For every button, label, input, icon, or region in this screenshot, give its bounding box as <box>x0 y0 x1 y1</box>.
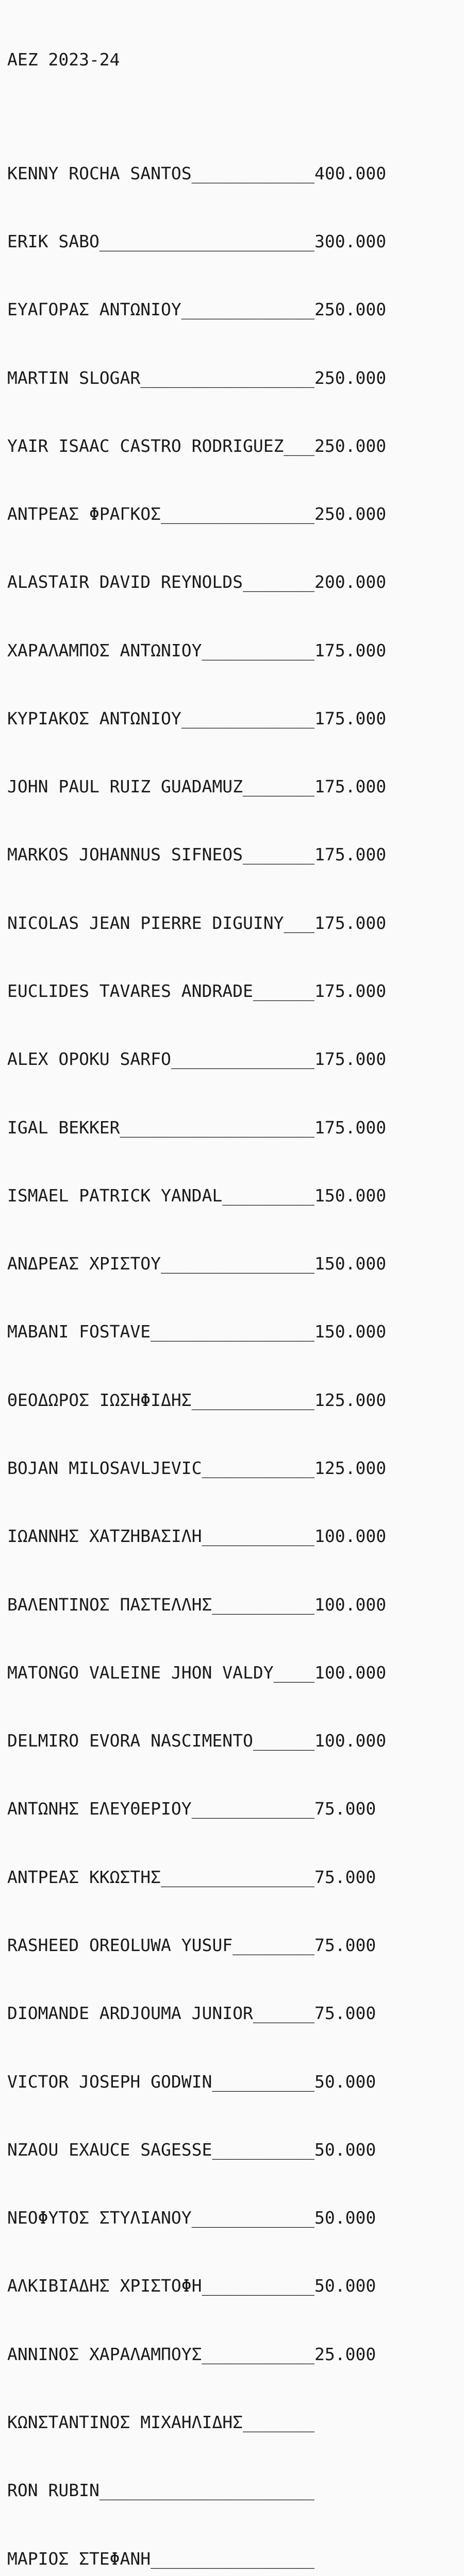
list-item: MARTIN SLOGAR_________________250.000 <box>7 367 387 388</box>
list-item: MATONGO VALEINE JHON VALDY____100.000 <box>7 1662 387 1683</box>
list-item: VICTOR JOSEPH GODWIN__________50.000 <box>7 2071 376 2092</box>
list-item: NZAOU EXAUCE SAGESSE__________50.000 <box>7 2139 376 2160</box>
list-item: ΑΛΚΙΒΙΑΔΗΣ ΧΡΙΣΤΟΦΗ___________50.000 <box>7 2276 376 2296</box>
list-item: MABANI FOSTAVE________________150.000 <box>7 1321 387 1342</box>
list-item: ALASTAIR DAVID REYNOLDS_______200.000 <box>7 572 387 592</box>
document-title: ΑΕΖ 2023-24 <box>7 49 120 70</box>
list-item: ΑΝΝΙΝΟΣ ΧΑΡΑΛΑΜΠΟΥΣ___________25.000 <box>7 2344 376 2364</box>
list-item: BOJAN MILOSAVLJEVIC___________125.000 <box>7 1458 387 1478</box>
list-item: NICOLAS JEAN PIERRE DIGUINY___175.000 <box>7 912 387 933</box>
list-item: RON RUBIN_____________________ <box>7 2480 315 2501</box>
list-item: ΑΝΤΡΕΑΣ ΚΚΩΣΤΗΣ_______________75.000 <box>7 1867 376 1887</box>
list-item: ΒΑΛΕΝΤΙΝΟΣ ΠΑΣΤΕΛΛΗΣ__________100.000 <box>7 1594 387 1615</box>
list-item: DIOMANDE ARDJOUMA JUNIOR______75.000 <box>7 2003 376 2024</box>
list-item: EUCLIDES TAVARES ANDRADE______175.000 <box>7 981 387 1002</box>
list-item: ΑΝΤΡΕΑΣ ΦΡΑΓΚΟΣ_______________250.000 <box>7 504 387 524</box>
list-item: IGAL BEKKER___________________175.000 <box>7 1117 387 1138</box>
list-item: MARKOS JOHANNUS SIFNEOS_______175.000 <box>7 844 387 865</box>
list-item: ΑΝΔΡΕΑΣ ΧΡΙΣΤΟΥ_______________150.000 <box>7 1253 387 1274</box>
list-item: ΚΩΝΣΤΑΝΤΙΝΟΣ ΜΙΧΑΗΛΙΔΗΣ_______ <box>7 2412 315 2432</box>
list-item: YAIR ISAAC CASTRO RODRIGUEZ___250.000 <box>7 435 387 456</box>
list-item: JOHN PAUL RUIZ GUADAMUZ_______175.000 <box>7 776 387 797</box>
list-item: ΙΩΑΝΝΗΣ ΧΑΤΖΗΒΑΣΙΛΗ___________100.000 <box>7 1526 387 1547</box>
list-item: ΜΑΡΙΟΣ ΣΤΕΦΑΝΗ________________ <box>7 2548 315 2569</box>
list-item: ISMAEL PATRICK YANDAL_________150.000 <box>7 1185 387 1206</box>
list-item: ΧΑΡΑΛΑΜΠΟΣ ΑΝΤΩΝΙΟΥ___________175.000 <box>7 640 387 660</box>
list-item: ΑΝΤΩΝΗΣ ΕΛΕΥΘΕΡΙΟΥ____________75.000 <box>7 1799 376 1819</box>
list-item: DELMIRO EVORA NASCIMENTO______100.000 <box>7 1731 387 1751</box>
list-item: ΝΕΟΦΥΤΟΣ ΣΤΥΛΙΑΝΟΥ____________50.000 <box>7 2208 376 2228</box>
list-item: ΘΕΟΔΩΡΟΣ ΙΩΣΗΦΙΔΗΣ____________125.000 <box>7 1389 387 1410</box>
list-item: ΕΥΑΓΟΡΑΣ ΑΝΤΩΝΙΟΥ_____________250.000 <box>7 299 387 320</box>
list-item: KENNY ROCHA SANTOS____________400.000 <box>7 163 387 183</box>
player-list <box>7 116 461 2576</box>
document-body <box>7 3 461 2576</box>
list-item: ALEX OPOKU SARFO______________175.000 <box>7 1049 387 1070</box>
list-item: RASHEED OREOLUWA YUSUF________75.000 <box>7 1935 376 1955</box>
list-item: ERIK SABO_____________________300.000 <box>7 231 387 251</box>
list-item: ΚΥΡΙΑΚΟΣ ΑΝΤΩΝΙΟΥ_____________175.000 <box>7 708 387 728</box>
